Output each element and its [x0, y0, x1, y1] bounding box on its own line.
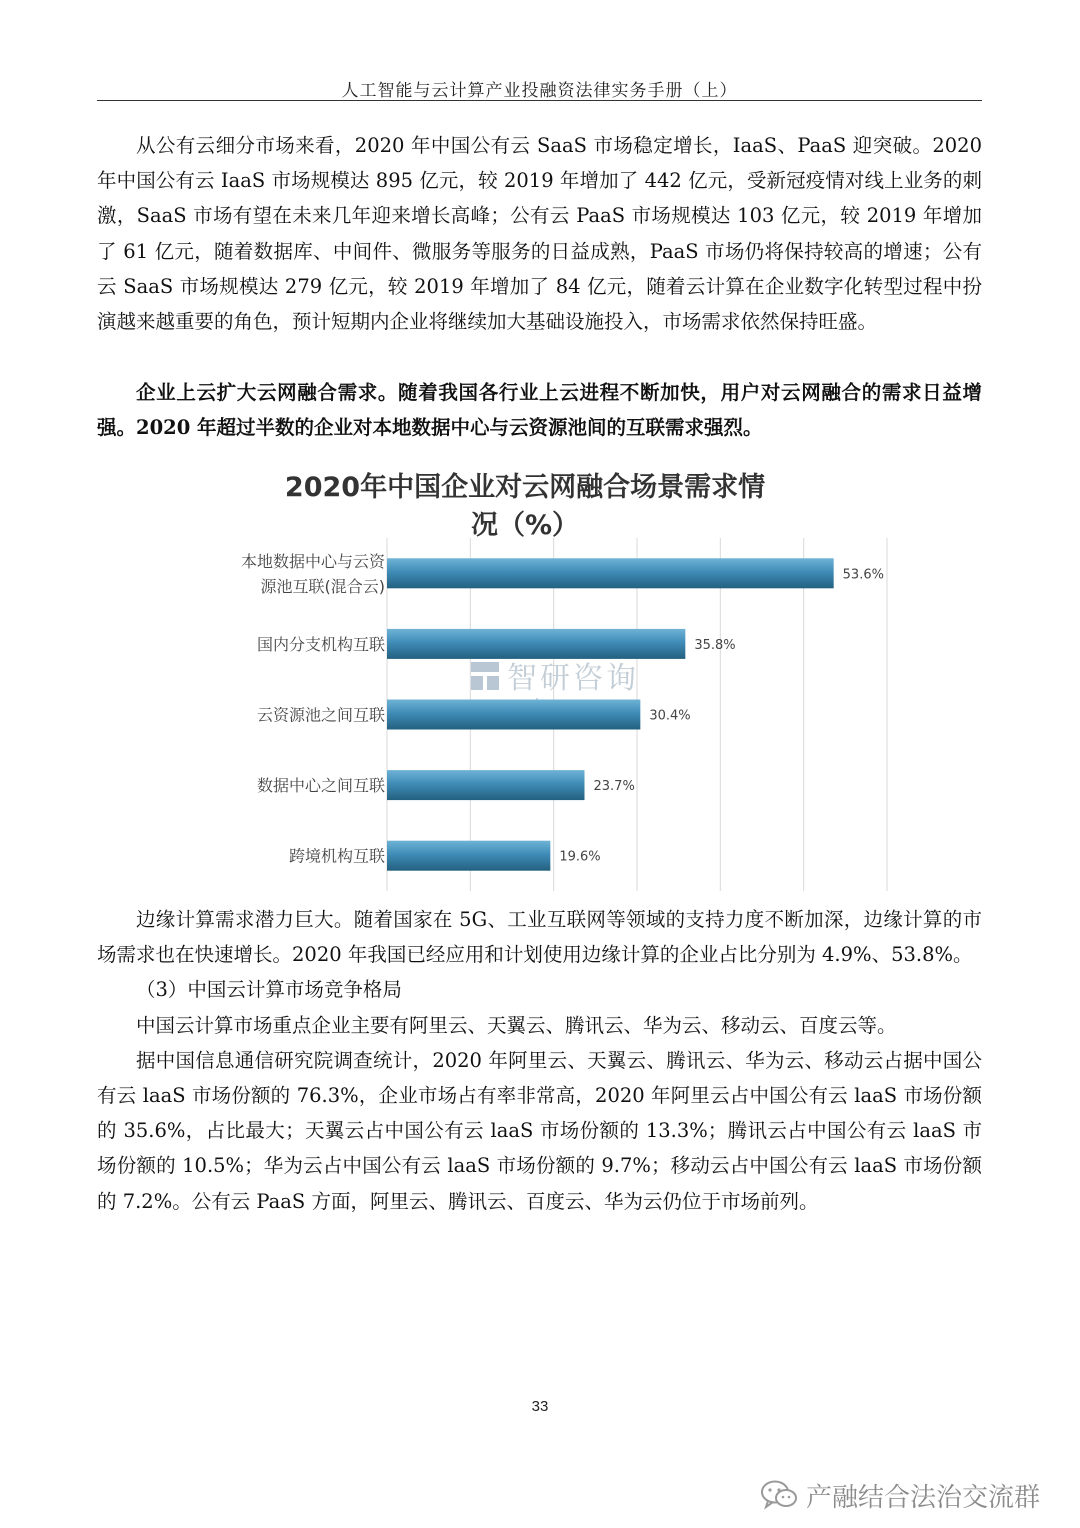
body-text-top [97, 128, 982, 445]
bar-value-label: 23.7% [593, 779, 635, 795]
chart-svg [225, 466, 925, 911]
category-label: 跨境机构互联 [288, 846, 385, 866]
footer-label: 产融结合法治交流群 [806, 1482, 1041, 1513]
page-number: 33 [531, 1398, 549, 1415]
bar [387, 558, 834, 588]
cloud-network-demand-chart [225, 466, 925, 911]
wechat-icon [760, 1479, 798, 1511]
bar-value-label: 53.6% [842, 567, 884, 583]
watermark-brand: 智研咨询 [507, 661, 639, 696]
paragraph-market-share: 据中国信息通信研究院调查统计，2020 年阿里云、天翼云、腾讯云、华为云、移动云占据中国公有云 laaS 市场份额的 76.3%，企业市场占有率非常高，2020 年阿里云占中国公有云 laaS 市场份额的 35.6%，占比最大；天翼云占中国公有云 laaS 市场份额的 13.3%；腾讯云占中国公有云 laaS 市场份额的 10.5%；华为云占中国公有云 laaS 市场份额的 9.7%；移动云占中国公有云 laaS 市场份额的 7.2%。公有云 PaaS 方面，阿里云、腾讯云、百度云、华为云仍位于市场前列。 [97, 1048, 982, 1213]
category-label: 数据中心之间互联 [256, 776, 385, 796]
chart-title-line-1: 2020年中国企业对云网融合场景需求情 [284, 472, 766, 503]
header-rule [97, 100, 982, 101]
chart-bars [241, 552, 884, 871]
paragraph-public-cloud-segments: 从公有云细分市场来看，2020 年中国公有云 SaaS 市场稳定增长，IaaS、PaaS 迎突破。2020 年中国公有云 IaaS 市场规模达 895 亿元，较 2019 年增加了 442 亿元，受新冠疫情对线上业务的刺激，SaaS 市场有望在未来几年迎来增长高峰；公有云 PaaS 市场规模达 103 亿元，较 2019 年增加了 61 亿元，随着数据库、中间件、微服务等服务的日益成熟，PaaS 市场仍将保持较高的增速；公有云 SaaS 市场规模达 279 亿元，较 2019 年增加了 84 亿元，随着云计算在企业数字化转型过程中扮演越来越重要的角色，预计短期内企业将继续加大基础设施投入，市场需求依然保持旺盛。 [97, 134, 982, 334]
bar [387, 770, 585, 800]
bar-value-label: 35.8% [694, 637, 736, 653]
category-label: 源池互联(混合云) [260, 576, 385, 596]
bar-value-label: 19.6% [559, 849, 601, 865]
bar [387, 841, 550, 871]
running-header: 人工智能与云计算产业投融资法律实务手册（上） [341, 81, 738, 101]
chart-title-line-2: 况（%） [470, 510, 580, 541]
paragraph-cloud-network-demand: 企业上云扩大云网融合需求。随着我国各行业上云进程不断加快，用户对云网融合的需求日益增强。2020 年超过半数的企业对本地数据中心与云资源池间的互联需求强烈。 [97, 381, 982, 440]
category-label: 本地数据中心与云资 [240, 551, 385, 571]
section-heading-competition: （3）中国云计算市场竞争格局 [136, 978, 402, 1002]
category-label: 云资源池之间互联 [256, 705, 385, 725]
watermark-logo-icon [471, 662, 499, 690]
footer-watermark [760, 1475, 1040, 1515]
paragraph-key-vendors: 中国云计算市场重点企业主要有阿里云、天翼云、腾讯云、华为云、移动云、百度云等。 [136, 1013, 897, 1037]
category-label: 国内分支机构互联 [256, 634, 385, 654]
bar [387, 700, 640, 730]
bar-value-label: 30.4% [649, 708, 691, 724]
paragraph-edge-computing: 边缘计算需求潜力巨大。随着国家在 5G、工业互联网等领域的支持力度不断加深，边缘计算的市场需求也在快速增长。2020 年我国已经应用和计划使用边缘计算的企业占比分别为 4.9%、53.8%。 [97, 908, 982, 967]
body-text-bottom [97, 902, 982, 1219]
bar [387, 629, 685, 659]
